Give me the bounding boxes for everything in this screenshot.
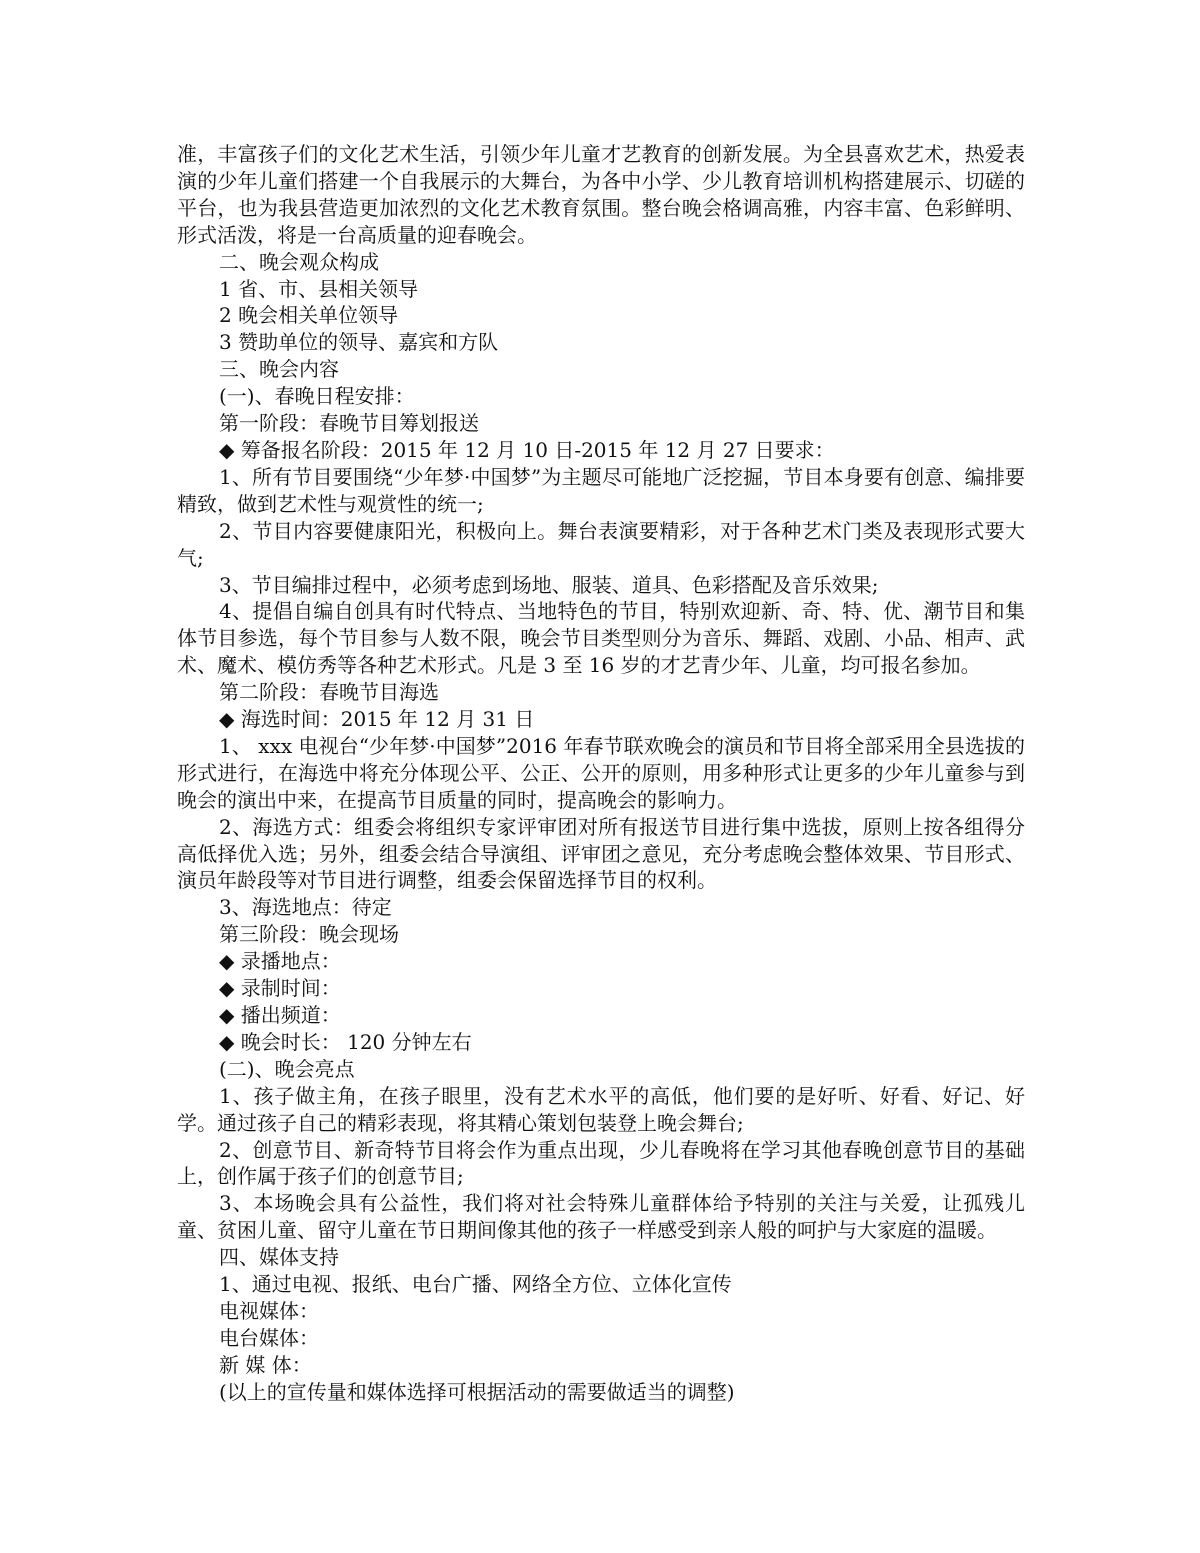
list-item: 电视媒体： — [219, 1298, 319, 1323]
paragraph: 准，丰富孩子们的文化艺术生活，引领少年儿童才艺教育的创新发展。为全县喜欢艺术，热爱表演的少年儿童们搭建一个自我展示的大舞台，为各中小学、少儿教育培训机构搭建展示、切磋的平台，也为我县营造更加浓烈的文化艺术教育氛围。整台晚会格调高雅，内容丰富、色彩鲜明、形式活泼，将是一台高质量的迎春晚会。 — [177, 142, 1025, 247]
section-heading: 三、晚会内容 — [219, 357, 339, 382]
paragraph: 1、孩子做主角，在孩子眼里，没有艺术水平的高低，他们要的是好听、好看、好记、好学。通过孩子自己的精彩表现，将其精心策划包装登上晚会舞台; — [177, 1083, 1025, 1135]
list-item: 1、通过电视、报纸、电台广播、网络全方位、立体化宣传 — [219, 1272, 732, 1297]
list-item: 1 省、市、县相关领导 — [219, 276, 419, 301]
subsection-heading: (一)、春晚日程安排： — [219, 384, 415, 409]
list-item: 3 赞助单位的领导、嘉宾和方队 — [219, 330, 499, 355]
list-item: 新 媒 体： — [219, 1352, 312, 1377]
paragraph: 2、海选方式：组委会将组织专家评审团对所有报送节目进行集中选拔，原则上按各组得分高低择优入选；另外，组委会结合导演组、评审团之意见，充分考虑晚会整体效果、节目形式、演员年龄段等对节目进行调整，组委会保留选择节目的权利。 — [177, 814, 1025, 893]
paragraph: 3、本场晚会具有公益性，我们将对社会特殊儿童群体给予特别的关注与关爱，让孤残儿童、贫困儿童、留守儿童在节日期间像其他的孩子一样感受到亲人般的呵护与大家庭的温暖。 — [177, 1191, 1025, 1243]
paragraph: 1、 xxx 电视台“少年梦·中国梦”2016 年春节联欢晚会的演员和节目将全部采用全县选拔的形式进行，在海选中将充分体现公平、公正、公开的原则，用多种形式让更多的少年儿童参与到晚会的演出中来，在提高节目质量的同时，提高晚会的影响力。 — [177, 733, 1025, 812]
bullet-item: ◆ 录播地点： — [219, 949, 341, 974]
section-heading: 二、晚会观众构成 — [219, 249, 379, 274]
paragraph: 2、创意节目、新奇特节目将会作为重点出现，少儿春晚将在学习其他春晚创意节目的基础上，创作属于孩子们的创意节目; — [177, 1137, 1025, 1189]
section-heading: 四、媒体支持 — [219, 1245, 339, 1270]
bullet-item: ◆ 海选时间：2015 年 12 月 31 日 — [219, 707, 535, 732]
paragraph: 3、海选地点：待定 — [219, 895, 392, 920]
bullet-item: ◆ 录制时间： — [219, 976, 341, 1001]
list-item: 2 晚会相关单位领导 — [219, 303, 399, 328]
subsection-heading: (二)、晚会亮点 — [219, 1056, 355, 1081]
note: (以上的宣传量和媒体选择可根据活动的需要做适当的调整) — [219, 1379, 735, 1404]
paragraph: 1、所有节目要围绕“少年梦·中国梦”为主题尽可能地广泛挖掘，节目本身要有创意、编排要精致，做到艺术性与观赏性的统一; — [177, 464, 1025, 516]
bullet-item: ◆ 筹备报名阶段：2015 年 12 月 10 日-2015 年 12 月 27 日要求： — [219, 437, 835, 462]
bullet-item: ◆ 播出频道： — [219, 1003, 341, 1027]
paragraph: 2、节目内容要健康阳光，积极向上。舞台表演要精彩，对于各种艺术门类及表现形式要大气; — [177, 518, 1025, 570]
bullet-item: ◆ 晚会时长： 120 分钟左右 — [219, 1029, 472, 1054]
stage-heading: 第二阶段：春晚节目海选 — [219, 680, 439, 705]
paragraph: 3、节目编排过程中，必须考虑到场地、服装、道具、色彩搭配及音乐效果; — [219, 572, 879, 597]
document-body — [177, 141, 1025, 1406]
list-item: 电台媒体： — [219, 1325, 319, 1350]
stage-heading: 第三阶段：晚会现场 — [219, 922, 399, 947]
paragraph: 4、提倡自编自创具有时代特点、当地特色的节目，特别欢迎新、奇、特、优、潮节目和集体节目参选，每个节目参与人数不限，晚会节目类型则分为音乐、舞蹈、戏剧、小品、相声、武术、魔术、模仿秀等各种艺术形式。凡是 3 至 16 岁的才艺青少年、儿童，均可报名参加。 — [177, 599, 1025, 678]
stage-heading: 第一阶段：春晚节目筹划报送 — [219, 411, 479, 436]
